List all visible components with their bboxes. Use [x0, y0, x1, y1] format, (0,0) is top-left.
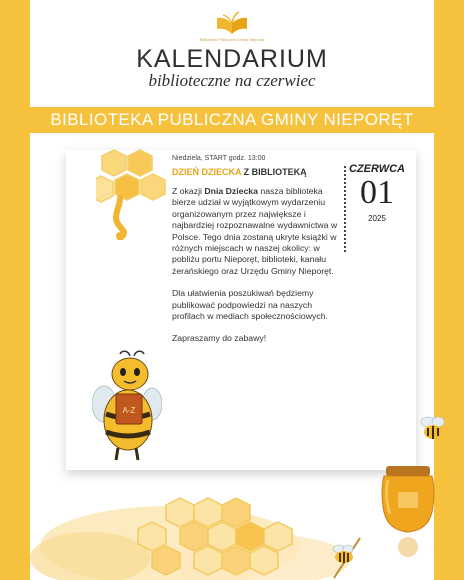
honey-jar-icon: [378, 452, 438, 567]
paragraph-1-bold: Dnia Dziecka: [204, 186, 258, 196]
small-bee-icon: [418, 414, 448, 449]
bee-book-label: A-Z: [122, 406, 136, 415]
paragraph-1-end: nasza biblioteka bierze udział w wyjątkowym wydarzeniu organizowanym przez największe i najbardziej rozpoznawalne wydawnictwa w Polsce. Tego dnia zostaną ukryte książki w różnych miejscach w naszej okolicy: w pobliżu portu Nieporęt, biblioteki, kanału żerańskiego oraz Urzędu Gminy Nieporęt.: [172, 186, 338, 276]
paragraph-1: [172, 186, 342, 277]
bottom-decoration: [30, 468, 434, 580]
date-year: 2025: [368, 214, 386, 223]
honeycomb-icon: [96, 148, 172, 245]
event-description: [172, 186, 342, 356]
event-title-highlight: DZIEŃ DZIECKA: [172, 167, 242, 177]
date-day: 01: [360, 174, 394, 211]
event-title-rest: Z BIBLIOTEKĄ: [241, 167, 307, 177]
bee-with-book-icon: [92, 348, 162, 469]
paragraph-1-start: Z okazji: [172, 186, 205, 196]
logo-text: Biblioteka Publiczna Gminy Nieporęt: [199, 37, 265, 42]
book-icon: [212, 10, 252, 50]
bottom-bee-icon: [330, 542, 358, 571]
paragraph-3: Zapraszamy do zabawy!: [172, 333, 267, 344]
paragraph-2: Dla ułatwienia poszukiwań będziemy publikować podpowiedzi na naszych profilach w mediach społecznościowych.: [172, 288, 328, 322]
date-month: CZERWCA: [348, 163, 405, 175]
right-band: [434, 0, 464, 580]
banner-text: BIBLIOTEKA PUBLICZNA GMINY NIEPORĘT: [50, 110, 414, 129]
page-title: KALENDARIUM: [136, 45, 328, 73]
left-band: [0, 0, 30, 580]
event-title: [172, 167, 307, 177]
page-subtitle: biblioteczne na czerwiec: [148, 71, 316, 90]
event-meta: Niedziela, START godz. 13:00: [172, 155, 266, 162]
